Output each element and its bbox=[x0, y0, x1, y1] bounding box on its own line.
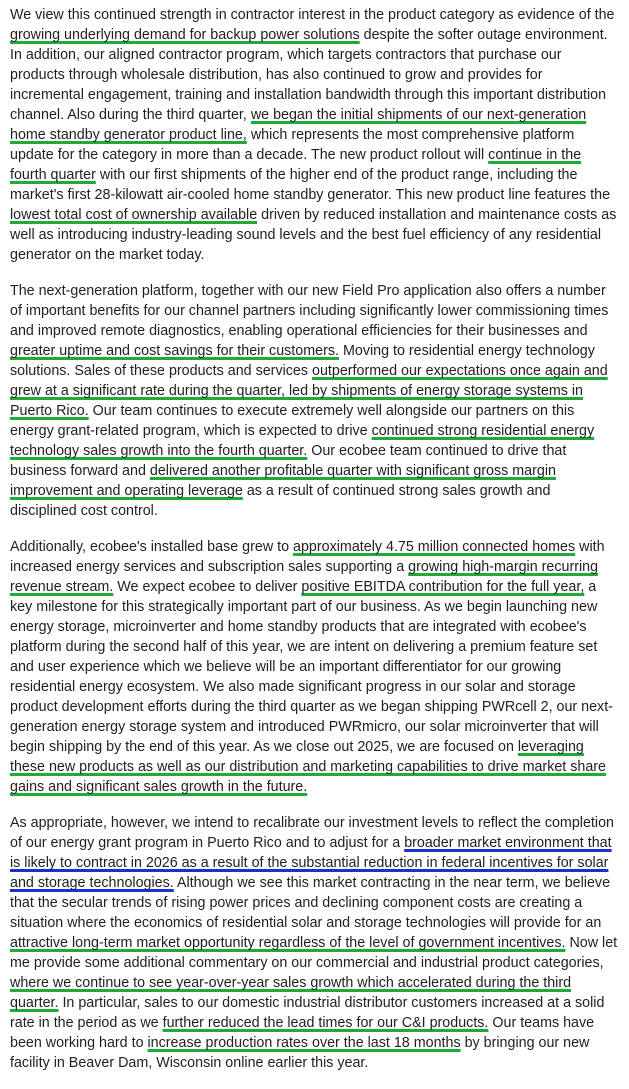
highlighted-phrase: continued strong residential energy technology sales growth into the fourth quarter. bbox=[10, 423, 595, 459]
highlighted-phrase: attractive long-term market opportunity regardless of the level of government incentives. bbox=[10, 935, 566, 951]
text-run: despite the softer outage environment. In addition, our aligned contractor program, which targets contractors that purchase our products through wholesale distribution, has also continued to grow and provides for incremental engagement, training and installation bandwidth through this important distribution channel. Also during the third quarter, bbox=[10, 27, 608, 123]
text-run: We expect ecobee to deliver bbox=[113, 579, 302, 595]
text-run: Our team continues to execute extremely well alongside our partners on this energy grant-related program, which is expected to drive bbox=[10, 403, 575, 439]
text-run: In particular, sales to our domestic industrial distributor customers increased at a solid rate in the period as we bbox=[10, 995, 605, 1031]
text-run: Our ecobee team continued to drive that business forward and bbox=[10, 443, 567, 479]
highlighted-phrase: further reduced the lead times for our C&I products. bbox=[162, 1015, 489, 1031]
highlighted-phrase: positive EBITDA contribution for the full year, bbox=[301, 579, 585, 595]
highlighted-phrase: where we continue to see year-over-year sales growth which accelerated during the third quarter. bbox=[10, 975, 572, 1011]
paragraph bbox=[10, 281, 619, 521]
highlighted-phrase: lowest total cost of ownership available bbox=[10, 207, 258, 223]
highlighted-phrase: outperformed our expectations once again and grew at a significant rate during the quarter, led by shipments of energy storage systems in Puerto Rico. bbox=[10, 363, 608, 419]
text-run: driven by reduced installation and maintenance costs as well as introducing industry-leading sound levels and the best fuel efficiency of any residential generator on the market today. bbox=[10, 207, 617, 263]
highlighted-phrase: continue in the fourth quarter bbox=[10, 147, 582, 183]
text-run: by bringing our new facility in Beaver Dam, Wisconsin online earlier this year. bbox=[10, 1035, 590, 1071]
highlighted-phrase: greater uptime and cost savings for their customers. bbox=[10, 343, 339, 359]
highlighted-phrase: delivered another profitable quarter with significant gross margin improvement and operating leverage bbox=[10, 463, 556, 499]
text-run: We view this continued strength in contractor interest in the product category as evidence of the bbox=[10, 7, 615, 23]
highlighted-phrase: we began the initial shipments of our next-generation home standby generator product line, bbox=[10, 107, 587, 143]
paragraph bbox=[10, 813, 619, 1073]
highlighted-phrase: growing underlying demand for backup power solutions bbox=[10, 27, 360, 43]
text-run: Additionally, ecobee's installed base grew to bbox=[10, 539, 294, 555]
text-run: with increased energy services and subscription sales supporting a bbox=[10, 539, 605, 575]
highlighted-phrase: leveraging these new products as well as our distribution and marketing capabilities to drive market share gains and significant sales growth in the future. bbox=[10, 739, 607, 795]
highlighted-phrase-blue: broader market environment that is likely to contract in 2026 as a result of the substantial reduction in federal incentives for solar and storage technologies. bbox=[10, 835, 612, 891]
highlighted-phrase: approximately 4.75 million connected homes bbox=[293, 539, 576, 555]
text-run: which represents the most comprehensive platform update for the category in more than a decade. The new product rollout will bbox=[10, 127, 575, 163]
text-run: as a result of continued strong sales growth and disciplined cost control. bbox=[10, 483, 551, 519]
text-run: with our first shipments of the higher end of the product range, including the market's first 28-kilowatt air-cooled home standby generator. This new product line features the bbox=[10, 167, 611, 203]
text-run: Now let me provide some additional commentary on our commercial and industrial product categories, bbox=[10, 935, 618, 971]
text-run: Although we see this market contracting in the near term, we believe that the secular trends of rising power prices and declining component costs are creating a situation where the economics of residential solar and storage technologies will provide for an bbox=[10, 875, 611, 931]
text-run: a key milestone for this strategically important part of our business. As we begin launching new energy storage, microinverter and home standby products that are integrated with ecobee's platform during the second half of this year, we are intent on delivering a premium feature set and user experience which we believe will be an important differentiator for our growing residential energy ecosystem. We also made significant progress in our solar and storage product development efforts during the third quarter as we began shipping PWRcell 2, our next-generation energy storage system and introduced PWRmicro, our solar microinverter that will begin shipping by the end of this year. As we close out 2025, we are focused on bbox=[10, 579, 613, 755]
paragraph bbox=[10, 5, 619, 265]
text-run: Moving to residential energy technology solutions. Sales of these products and services bbox=[10, 343, 595, 379]
highlighted-phrase: growing high-margin recurring revenue stream. bbox=[10, 559, 599, 595]
text-run: Our teams have been working hard to bbox=[10, 1015, 595, 1051]
highlighted-phrase: increase production rates over the last 18 months bbox=[147, 1035, 461, 1051]
text-run: The next-generation platform, together with our new Field Pro application also offers a number of important benefits for our channel partners including significantly lower commissioning times and improved remote diagnostics, enabling operational efficiencies for their businesses and bbox=[10, 283, 609, 339]
text-run: As appropriate, however, we intend to recalibrate our investment levels to reflect the completion of our energy grant program in Puerto Rico and to adjust for a bbox=[10, 815, 614, 851]
paragraph bbox=[10, 537, 619, 797]
